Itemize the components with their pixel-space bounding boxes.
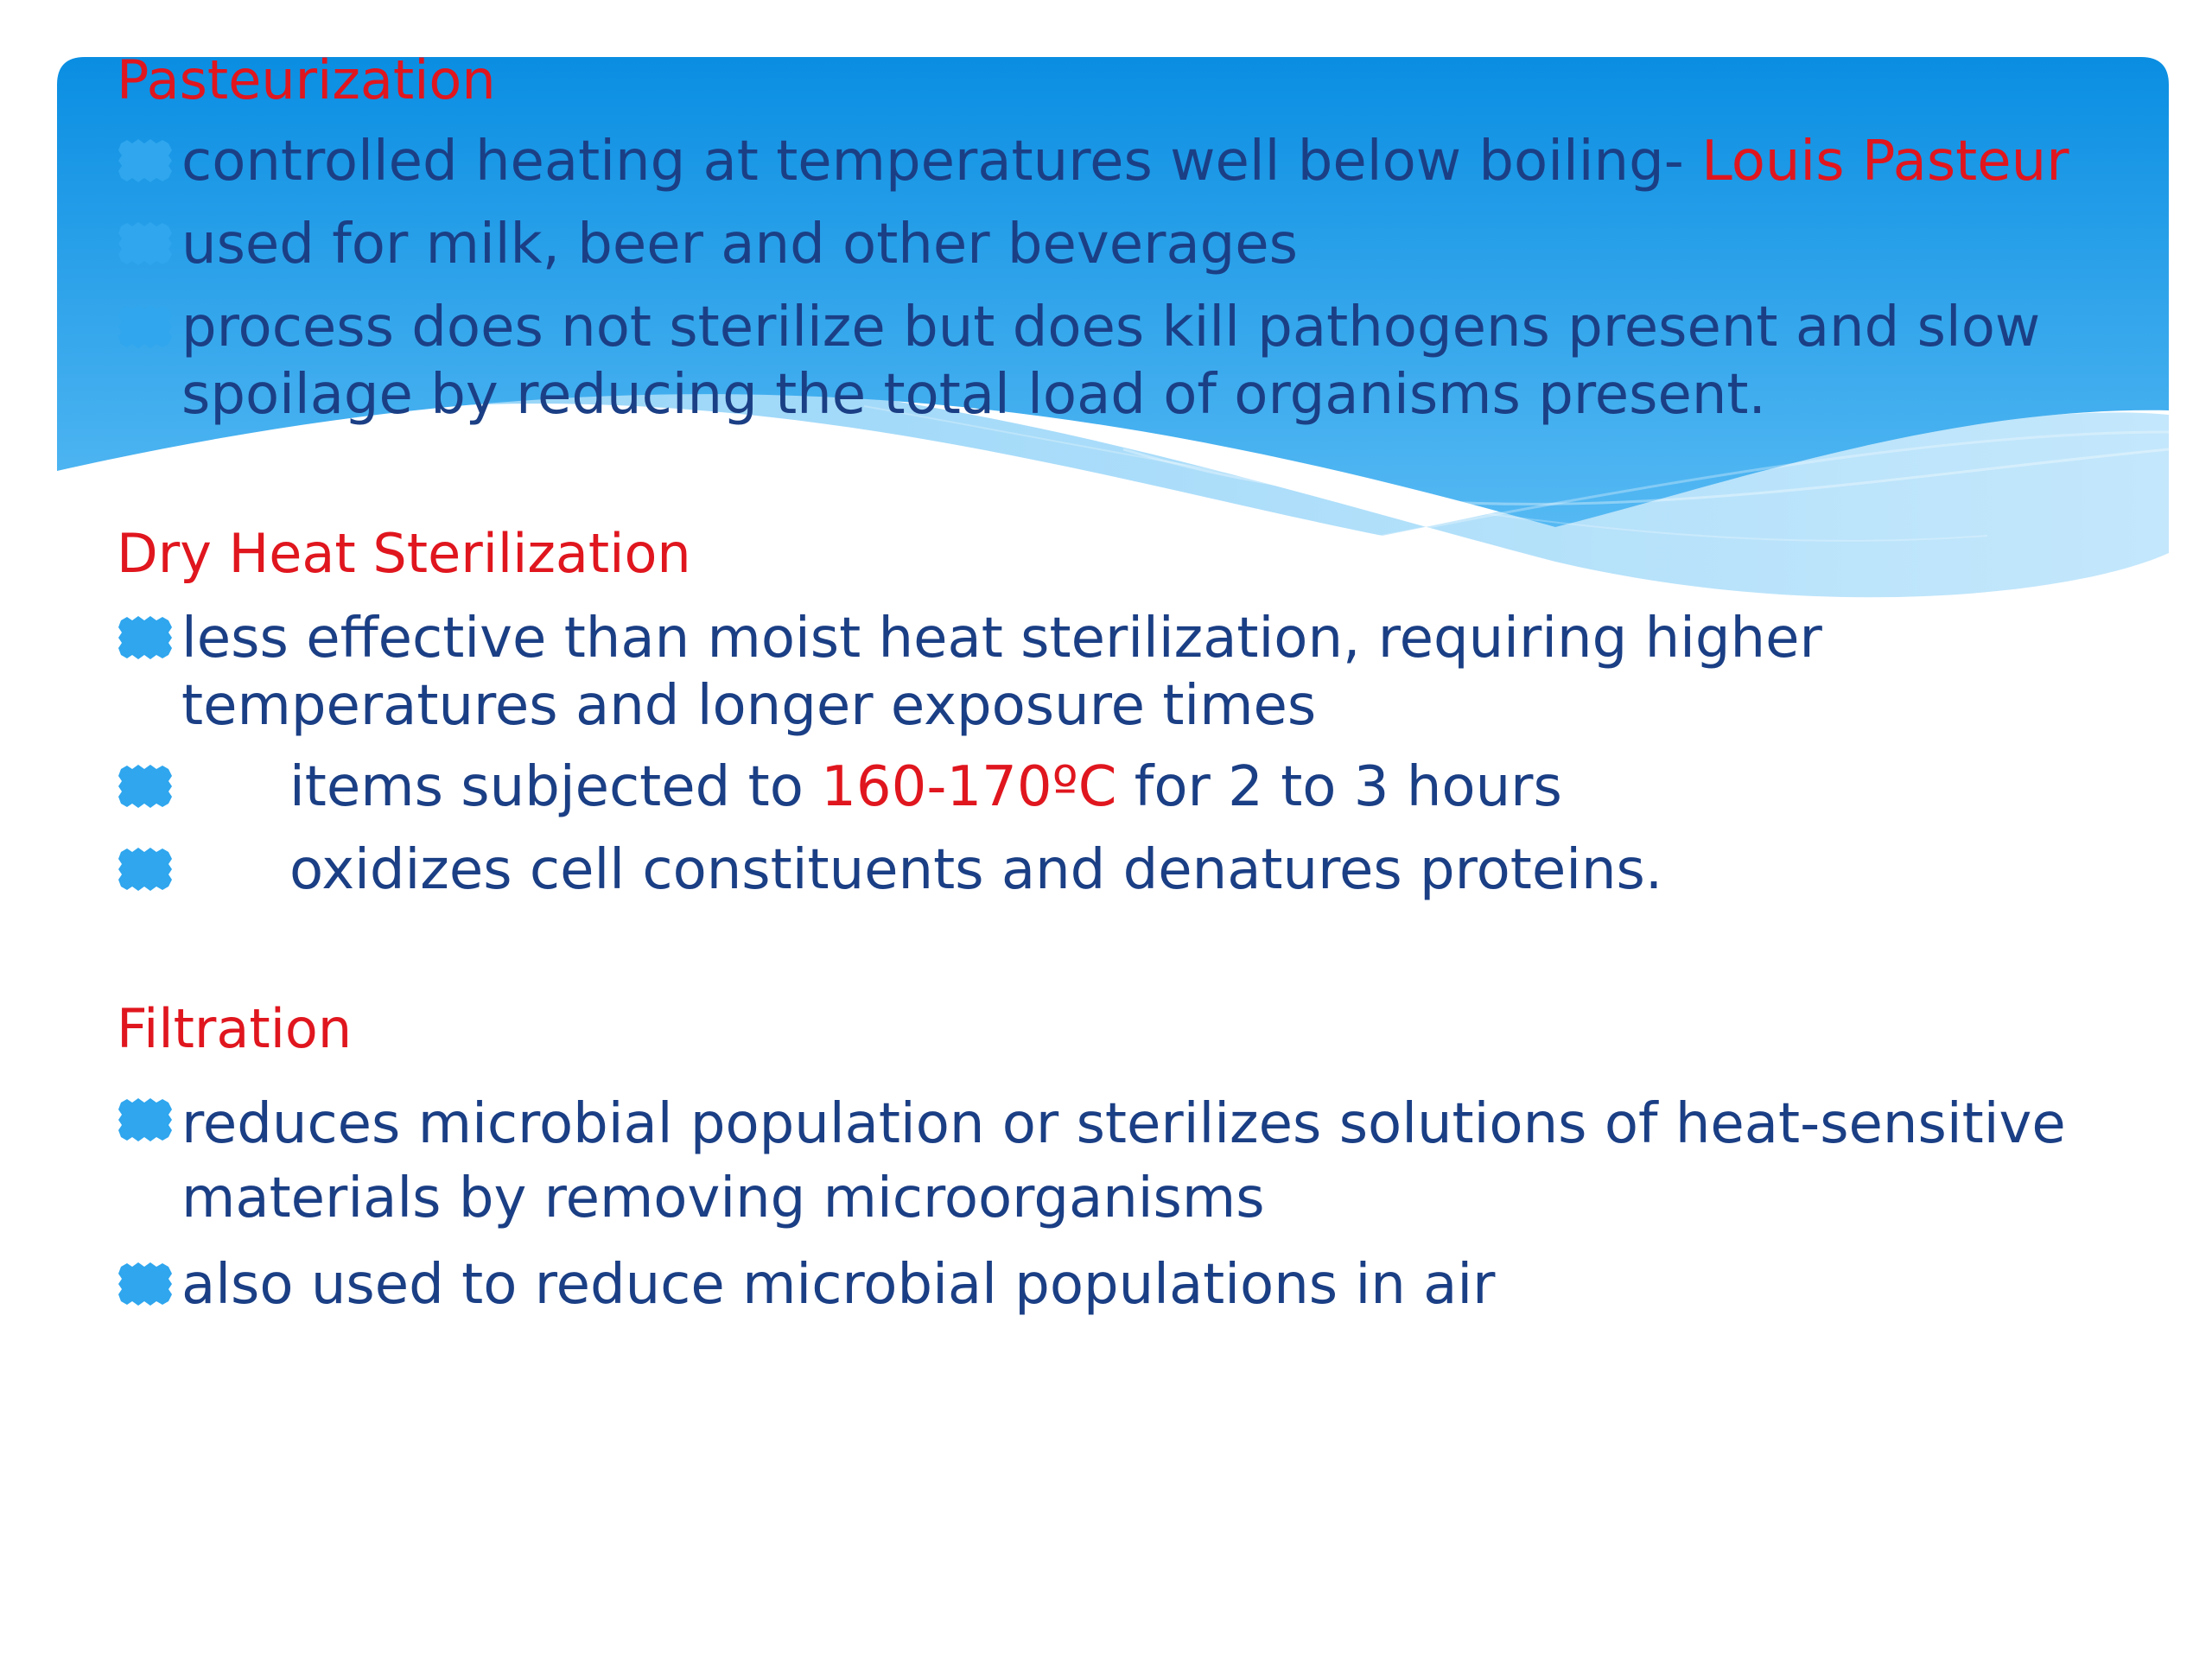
section-heading-filtration: Filtration (117, 997, 353, 1060)
bullet-text: process does not sterilize but does kill pathogens present and slow spoilage by reducing the total load of organisms present. (181, 296, 2041, 427)
bullet-text: controlled heating at temperatures well below boiling- Louis Pasteur (181, 130, 2069, 194)
starburst-bullet-icon (117, 302, 174, 351)
bullet-text: less effective than moist heat sterilization, requiring higher temperatures and longer exposure times (181, 607, 1822, 738)
starburst-bullet-icon (117, 762, 174, 810)
highlight-text: 160-170ºC (821, 755, 1117, 819)
starburst-bullet-icon (117, 845, 174, 893)
starburst-bullet-icon (117, 137, 174, 185)
bullet-text: also used to reduce microbial populations in air (181, 1253, 1496, 1317)
section-heading-dry-heat: Dry Heat Sterilization (117, 522, 691, 585)
bullet-text: used for milk, beer and other beverages (181, 213, 1298, 276)
bullet-text: reduces microbial population or sterilizes solutions of heat-sensitive materials by removing microorganisms (181, 1092, 2066, 1230)
highlight-text: Louis Pasteur (1701, 130, 2069, 194)
starburst-bullet-icon (117, 219, 174, 268)
bullet-text: items subjected to 160-170ºC for 2 to 3 hours (289, 755, 1562, 819)
section-heading-pasteurization: Pasteurization (117, 48, 496, 111)
starburst-bullet-icon (117, 1260, 174, 1308)
starburst-bullet-icon (117, 613, 174, 662)
starburst-bullet-icon (117, 1096, 174, 1144)
bullet-text: oxidizes cell constituents and denatures proteins. (289, 838, 1663, 902)
